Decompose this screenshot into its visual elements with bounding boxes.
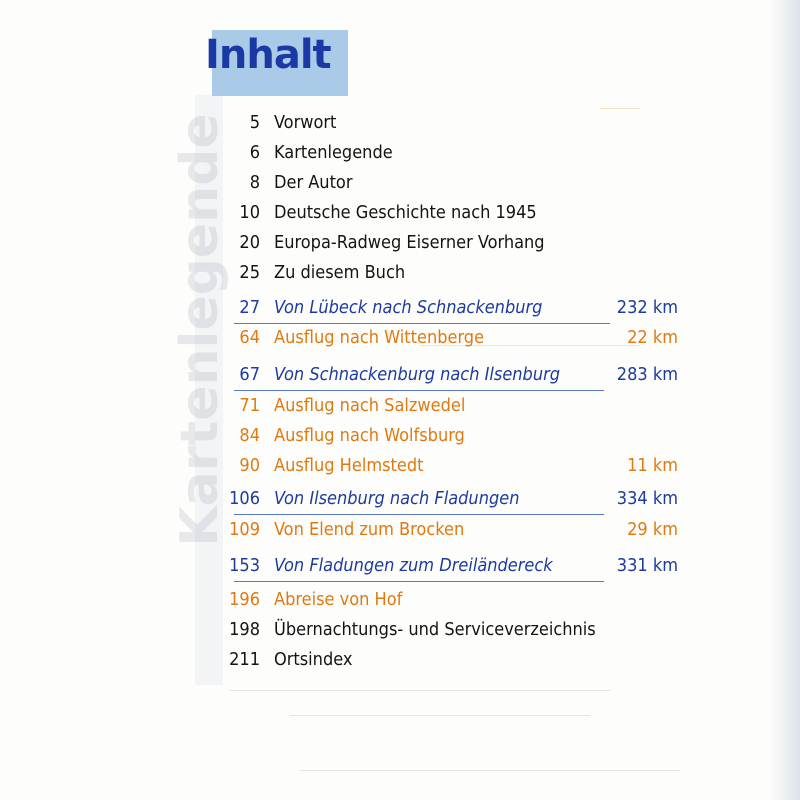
toc-page-number: 25 <box>239 262 260 283</box>
page-title: Inhalt <box>205 32 331 78</box>
toc-page-number: 27 <box>239 297 260 318</box>
toc-entry-title: Von Schnackenburg nach Ilsenburg <box>274 364 561 385</box>
toc-page-number: 67 <box>239 364 260 385</box>
toc-entry-title: Ausflug nach Wittenberge <box>274 327 485 348</box>
toc-entry <box>0 360 800 390</box>
toc-page-number: 20 <box>239 232 260 253</box>
toc-entry-title: Ortsindex <box>274 649 353 670</box>
toc-entry <box>0 323 800 353</box>
toc-entry <box>0 451 800 481</box>
toc-entry <box>0 585 800 615</box>
toc-entry-title: Kartenlegende <box>274 142 393 163</box>
toc-entry-title: Abreise von Hof <box>274 589 403 610</box>
toc-page-number: 196 <box>229 589 260 610</box>
toc-entry <box>0 138 800 168</box>
toc-page-number: 84 <box>239 425 260 446</box>
toc-entry-title: Von Elend zum Brocken <box>274 519 465 540</box>
toc-entry-title: Der Autor <box>274 172 353 193</box>
toc-page-number: 10 <box>239 202 260 223</box>
toc-route-distance: 232 km <box>616 297 678 318</box>
toc-page-number: 6 <box>249 142 260 163</box>
toc-entry-title: Ausflug nach Salzwedel <box>274 395 466 416</box>
toc-entry-title: Ausflug Helmstedt <box>274 455 424 476</box>
toc-route-distance: 283 km <box>616 364 678 385</box>
toc-entry-title: Von Ilsenburg nach Fladungen <box>274 488 520 509</box>
toc-entry-title: Von Fladungen zum Dreiländereck <box>274 555 553 576</box>
toc-route-distance: 22 km <box>627 327 678 348</box>
toc-entry-title: Vorwort <box>274 112 337 133</box>
toc-entry <box>0 515 800 545</box>
toc-entry <box>0 198 800 228</box>
toc-entry <box>0 391 800 421</box>
toc-entry-title: Ausflug nach Wolfsburg <box>274 425 465 446</box>
toc-entry <box>0 484 800 514</box>
toc-page-number: 198 <box>229 619 260 640</box>
toc-page-number: 90 <box>239 455 260 476</box>
toc-entry-title: Übernachtungs- und Serviceverzeichnis <box>274 619 596 640</box>
toc-entry <box>0 258 800 288</box>
toc-entry-title: Zu diesem Buch <box>274 262 406 283</box>
toc-page-number: 64 <box>239 327 260 348</box>
route-underline <box>234 581 604 582</box>
toc-page-number: 211 <box>229 649 260 670</box>
toc-entry <box>0 293 800 323</box>
toc-page-number: 109 <box>229 519 260 540</box>
toc-page-number: 106 <box>229 488 260 509</box>
toc-entry <box>0 645 800 675</box>
toc-entry <box>0 421 800 451</box>
toc-entry <box>0 228 800 258</box>
toc-entry <box>0 168 800 198</box>
toc-entry <box>0 551 800 581</box>
ghost-vertical-title: Kartenlegende <box>170 113 230 547</box>
toc-route-distance: 29 km <box>627 519 678 540</box>
toc-entry <box>0 615 800 645</box>
toc-route-distance: 331 km <box>616 555 678 576</box>
toc-entry-title: Deutsche Geschichte nach 1945 <box>274 202 537 223</box>
toc-route-distance: 334 km <box>616 488 678 509</box>
toc-page-number: 153 <box>229 555 260 576</box>
toc-page-number: 8 <box>249 172 260 193</box>
toc-entry-title: Europa-Radweg Eiserner Vorhang <box>274 232 545 253</box>
toc-entry <box>0 108 800 138</box>
toc-entry-title: Von Lübeck nach Schnackenburg <box>274 297 543 318</box>
toc-page-number: 71 <box>239 395 260 416</box>
toc-page-number: 5 <box>249 112 260 133</box>
toc-route-distance: 11 km <box>627 455 678 476</box>
